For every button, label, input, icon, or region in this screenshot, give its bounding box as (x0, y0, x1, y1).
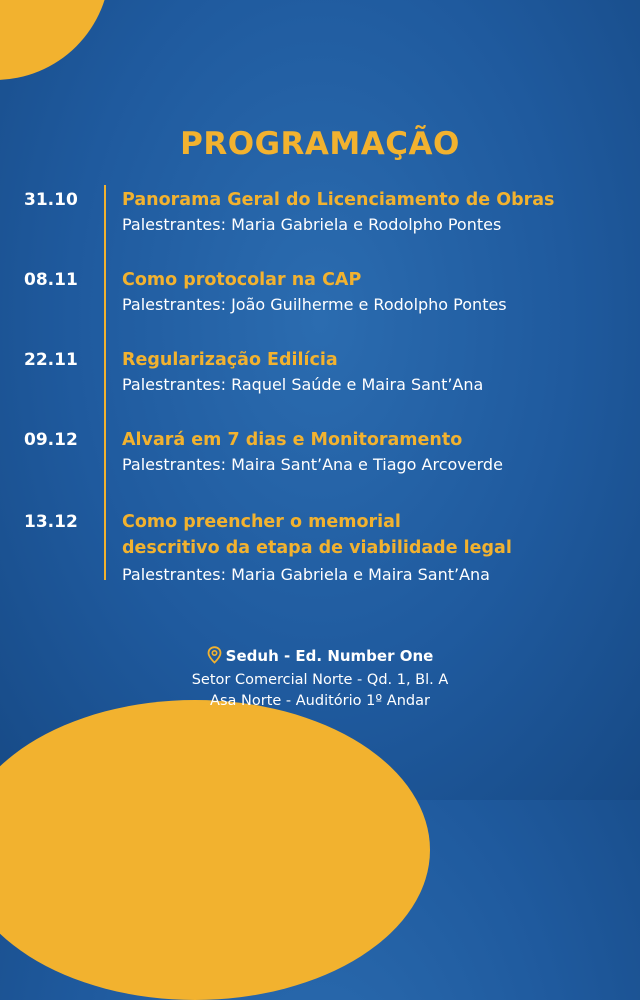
address-line-2: Asa Norte - Auditório 1º Andar (210, 693, 430, 709)
talk-title: Regularização Edilícia (122, 350, 338, 370)
talk-speakers: Palestrantes: Maria Gabriela e Rodolpho Pontes (122, 215, 502, 234)
schedule-date: 09.12 (24, 430, 78, 450)
schedule-date: 31.10 (24, 190, 78, 210)
talk-title: Como preencher o memorial (122, 512, 401, 532)
schedule-date: 13.12 (24, 512, 78, 532)
location-block (0, 645, 640, 712)
talk-speakers: Palestrantes: João Guilherme e Rodolpho Pontes (122, 295, 507, 314)
schedule-date: 08.11 (24, 270, 78, 290)
talk-speakers: Palestrantes: Maria Gabriela e Maira Sant’Ana (122, 565, 490, 584)
talk-title: Como protocolar na CAP (122, 270, 362, 290)
talk-speakers: Palestrantes: Raquel Saúde e Maira Sant’Ana (122, 375, 484, 394)
address-line-1: Setor Comercial Norte - Qd. 1, Bl. A (191, 672, 449, 688)
location-pin-icon (207, 646, 222, 670)
venue-line (0, 645, 640, 670)
schedule-date: 22.11 (24, 350, 78, 370)
talk-title-line-2: descritivo da etapa de viabilidade legal (122, 538, 512, 558)
page-title: PROGRAMAÇÃO (180, 126, 460, 162)
decorative-circle-top (0, 0, 110, 80)
decorative-circle-bottom (0, 700, 430, 1000)
talk-title: Panorama Geral do Licenciamento de Obras (122, 190, 555, 210)
talk-speakers: Palestrantes: Maira Sant’Ana e Tiago Arcoverde (122, 455, 503, 474)
talk-title: Alvará em 7 dias e Monitoramento (122, 430, 463, 450)
venue-name: Seduh - Ed. Number One (225, 647, 434, 665)
timeline-divider (104, 185, 106, 580)
